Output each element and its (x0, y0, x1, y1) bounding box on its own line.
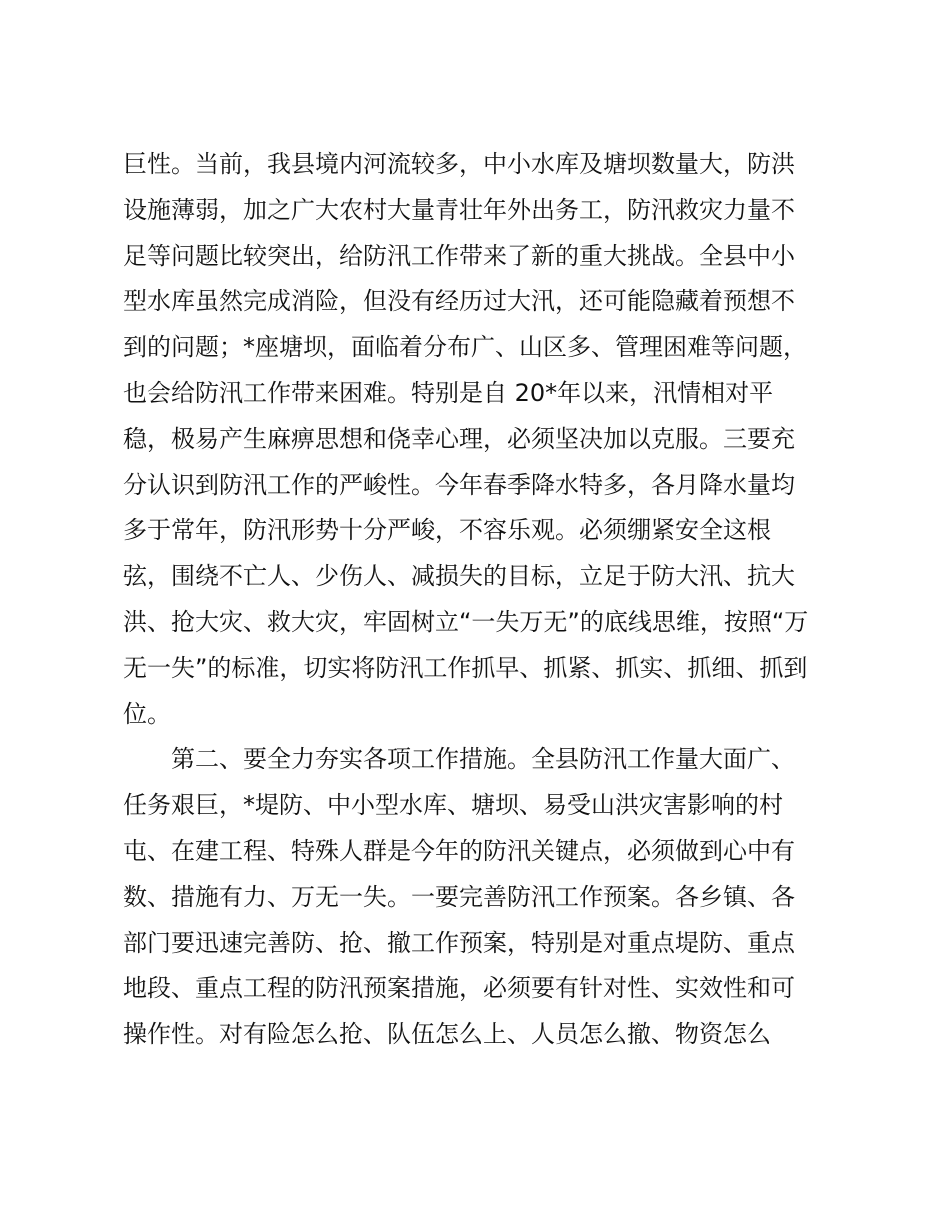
text-line: 数、措施有力、万无一失。一要完善防汛工作预案。各乡镇、各 (123, 882, 795, 911)
text-line: 屯、在建工程、特殊人群是今年的防汛关键点，必须做到心中有 (123, 836, 795, 865)
text-line: 足等问题比较突出，给防汛工作带来了新的重大挑战。全县中小 (123, 241, 795, 270)
text-line: 任务艰巨，*堤防、中小型水库、塘坝、易受山洪灾害影响的村 (123, 791, 783, 820)
text-line: 型水库虽然完成消险，但没有经历过大汛，还可能隐藏着预想不 (123, 287, 795, 316)
text-line: 地段、重点工程的防汛预案措施，必须要有针对性、实效性和可 (123, 974, 795, 1003)
text-line: 到的问题；*座塘坝，面临着分布广、山区多、管理困难等问题， (123, 333, 807, 362)
text-line: 部门要迅速完善防、抢、撤工作预案，特别是对重点堤防、重点 (123, 928, 795, 957)
text-line: 多于常年，防汛形势十分严峻，不容乐观。必须绷紧安全这根 (123, 516, 771, 545)
text-line: 分认识到防汛工作的严峻性。今年春季降水特多，各月降水量均 (123, 470, 795, 499)
text-line: 巨性。当前，我县境内河流较多，中小水库及塘坝数量大，防洪 (123, 150, 795, 178)
body-text (123, 142, 843, 1058)
text-line: 设施薄弱，加之广大农村大量青壮年外出务工，防汛救灾力量不 (123, 195, 795, 224)
text-line: 稳，极易产生麻痹思想和侥幸心理，必须坚决加以克服。三要充 (123, 424, 795, 453)
text-line: 也会给防汛工作带来困难。特别是自 20*年以来，汛情相对平 (123, 378, 774, 407)
text-line: 无一失”的标准，切实将防汛工作抓早、抓紧、抓实、抓细、抓到 (123, 653, 808, 682)
text-line: 洪、抢大灾、救大灾，牢固树立“一失万无”的底线思维，按照“万 (123, 607, 809, 636)
text-line: 操作性。对有险怎么抢、队伍怎么上、人员怎么撤、物资怎么 (123, 1020, 771, 1049)
text-line: 位。 (123, 699, 171, 728)
paragraph-start-line: 第二、要全力夯实各项工作措施。全县防汛工作量大面广、 (171, 745, 795, 774)
text-line: 弦，围绕不亡人、少伤人、减损失的目标，立足于防大汛、抗大 (123, 562, 795, 591)
